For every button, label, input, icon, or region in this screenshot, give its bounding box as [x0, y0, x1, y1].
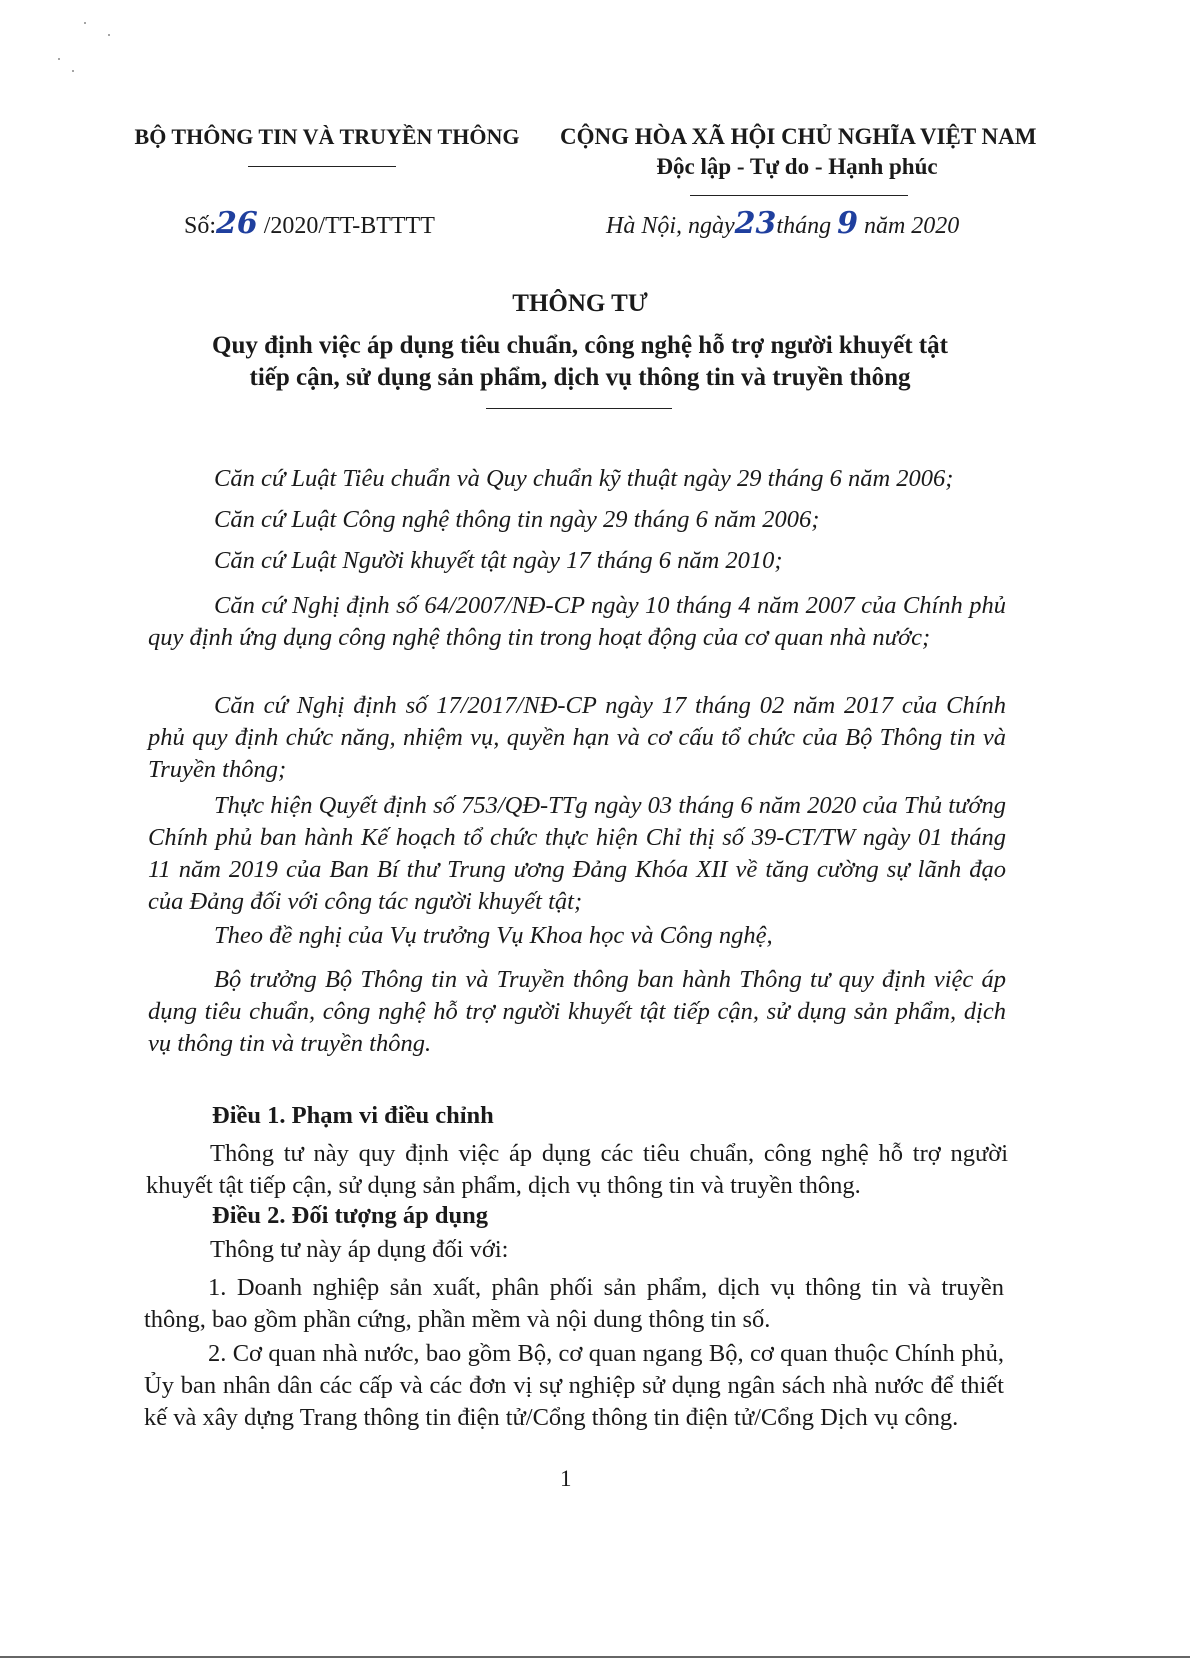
article-2-item-2: 2. Cơ quan nhà nước, bao gồm Bộ, cơ quan ngang Bộ, cơ quan thuộc Chính phủ, Ủy ban nhân dân các cấp và các đơn vị sự nghiệp sử dụng ngân sách nhà nước để thiết kế và xây dựng Trang thông tin điện tử/Cổng thông tin điện tử/Cổng Dịch vụ công. [144, 1340, 1004, 1431]
preamble-issuance: Bộ trưởng Bộ Thông tin và Truyền thông ban hành Thông tư quy định việc áp dụng tiêu chuẩn, công nghệ hỗ trợ người khuyết tật tiếp cận, sử dụng sản phẩm, dịch vụ thông tin và truyền thông. [148, 966, 1006, 1057]
subject-line-2: tiếp cận, sử dụng sản phẩm, dịch vụ thông tin và truyền thông [249, 364, 911, 391]
document-number [184, 206, 435, 241]
motto-underline [690, 195, 908, 196]
scan-speck [58, 58, 60, 60]
date-prefix: Hà Nội, ngày [606, 213, 735, 239]
article-2-intro: Thông tư này áp dụng đối với: [210, 1236, 509, 1263]
issue-date [606, 206, 959, 241]
preamble-basis-4: Căn cứ Nghị định số 64/2007/NĐ-CP ngày 10 tháng 4 năm 2007 của Chính phủ quy định ứng dụng công nghệ thông tin trong hoạt động của cơ quan nhà nước; [148, 592, 1006, 651]
article-1-body: Thông tư này quy định việc áp dụng các tiêu chuẩn, công nghệ hỗ trợ người khuyết tật tiếp cận, sử dụng sản phẩm, dịch vụ thông tin và truyền thông. [146, 1140, 1008, 1199]
article-1-heading: Điều 1. Phạm vi điều chỉnh [212, 1102, 494, 1129]
article-2-item-1: 1. Doanh nghiệp sản xuất, phân phối sản phẩm, dịch vụ thông tin và truyền thông, bao gồm phần cứng, phần mềm và nội dung thông tin số. [144, 1274, 1004, 1333]
country-name: CỘNG HÒA XÃ HỘI CHỦ NGHĨA VIỆT NAM [560, 124, 1037, 149]
national-motto: Độc lập - Tự do - Hạnh phúc [656, 154, 938, 179]
preamble-basis-5: Căn cứ Nghị định số 17/2017/NĐ-CP ngày 17 tháng 02 năm 2017 của Chính phủ quy định chức năng, nhiệm vụ, quyền hạn và cơ cấu tổ chức của Bộ Thông tin và Truyền thông; [148, 692, 1006, 783]
scan-speck [84, 22, 86, 24]
handwritten-number: 26 [216, 206, 258, 241]
preamble-proposal: Theo đề nghị của Vụ trưởng Vụ Khoa học và Công nghệ, [214, 922, 773, 949]
preamble-implementation: Thực hiện Quyết định số 753/QĐ-TTg ngày 03 tháng 6 năm 2020 của Thủ tướng Chính phủ ban hành Kế hoạch tổ chức thực hiện Chỉ thị số 39-CT/TW ngày 01 tháng 11 năm 2019 của Ban Bí thư Trung ương Đảng Khóa XII về tăng cường sự lãnh đạo của Đảng đối với công tác người khuyết tật; [148, 792, 1006, 915]
ministry-underline [248, 166, 396, 167]
number-suffix: /2020/TT-BTTTT [263, 213, 435, 239]
article-2-heading: Điều 2. Đối tượng áp dụng [212, 1202, 489, 1229]
title-underline [486, 408, 672, 409]
date-year: năm 2020 [863, 213, 960, 239]
handwritten-day: 23 [734, 206, 777, 241]
number-prefix: Số: [184, 213, 217, 239]
date-month-label: tháng [776, 213, 832, 239]
preamble-basis-2: Căn cứ Luật Công nghệ thông tin ngày 29 tháng 6 năm 2006; [214, 506, 820, 533]
document-type-title: THÔNG TƯ [512, 290, 648, 317]
page-number: 1 [560, 1466, 572, 1491]
preamble-basis-1: Căn cứ Luật Tiêu chuẩn và Quy chuẩn kỹ thuật ngày 29 tháng 6 năm 2006; [214, 465, 954, 492]
scan-speck [108, 34, 110, 36]
scan-edge-line [0, 1656, 1190, 1658]
ministry-name: BỘ THÔNG TIN VÀ TRUYỀN THÔNG [134, 124, 520, 149]
handwritten-month: 9 [837, 206, 858, 241]
preamble-basis-3: Căn cứ Luật Người khuyết tật ngày 17 tháng 6 năm 2010; [214, 547, 783, 574]
subject-line-1: Quy định việc áp dụng tiêu chuẩn, công nghệ hỗ trợ người khuyết tật [212, 332, 948, 359]
scan-speck [72, 70, 74, 72]
